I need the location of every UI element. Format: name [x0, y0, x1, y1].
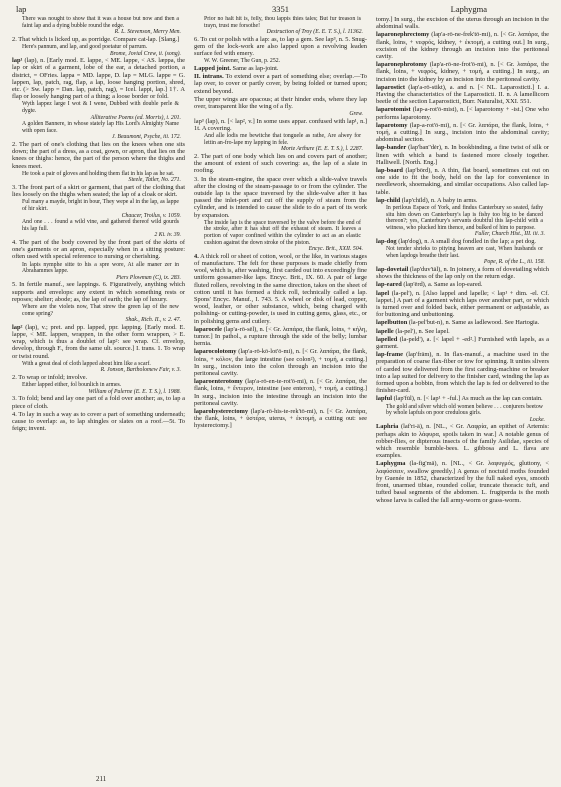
column-middle: [194, 16, 367, 787]
headword: lapelbutton: [376, 319, 408, 327]
quotation: The inside lap is the space traversed by the valve before the end of the stroke, after it has shut off the exhaust of steam. It leaves a portion of vapor confined within the cylinder to act as an elastic cushion against the down stroke of the piston.: [204, 219, 361, 246]
column-right: [376, 16, 549, 787]
headword: laparocele: [194, 325, 222, 333]
entry-laparoelytrotomy: [194, 378, 367, 407]
entry-lap-frame: [376, 351, 549, 394]
quotation: He took a pair of gloves and holding them flat in his lap as he sat.: [22, 170, 175, 177]
headword: lap-dovetail: [376, 266, 409, 274]
entry-lap-child: [376, 197, 549, 204]
definition: 2. The part of one's clothing that lies on the knees when one sits down; the part of a dress, as a coat, gown, or apron, that lies on the knees or thighs: hence, the part of the person where the thighs and knees meet.: [12, 140, 185, 170]
entry-laphria: [376, 423, 549, 459]
entry-lap2: [12, 324, 185, 360]
entry-text: A thick roll or sheet of cotton, wool, or the like, in various stages of manufacture. The felt for these purposes is made chiefly from wool, which is, after washing, first carded out into exceedingly fine uniform gossamer-like laps. Encyc. Brit., IX. 60. A pair of large fluted rollers, revolving in the same direction, takes on the sheet of cotton until it has formed a thick roll, technically called a lap. Spons' Encyc. Manuf., I. 743. 5. A wheel or disk of lead, copper, wood, leather, or other substance, which, being charged with polishing- or cutting-powder, is used in cutting gems, glass, etc., or in polishing gems and cutlery.: [194, 252, 367, 325]
entry-lap-eared: [376, 281, 549, 288]
quotation: And one . . . found a wild vine, and gathered thereof wild gourds his lap full.: [22, 219, 179, 232]
entry-text: (lap), v.; pret. and pp. lapped, ppr. lapping. [Early mod. E. lappe, < ME. lappen, wrappen, in the other form wrappen, > E. wrap, which is thus a doublet of lap²: see wrap. Cf. envelop, develop, through F., from the same ult. source.] I. trans. 1. To wrap or twist round.: [12, 323, 185, 360]
citation: R. L. Stevenson, Merry Men.: [114, 29, 181, 36]
entry-laphygma: [376, 460, 549, 503]
entry-laparonephrectomy: [376, 31, 549, 60]
entry-lapcock: [194, 253, 367, 325]
definition: 2. The part of one body which lies on and covers part of another; the amount of extent of such covering: as, the lap of a slate in roofing.: [194, 152, 367, 175]
quotation: In lapis nymphe sitte to his a spre wore, At alle maner zer in Abrahammes lappe.: [22, 261, 179, 275]
entry-lap-board: [376, 167, 549, 196]
headword: 4.: [194, 252, 199, 260]
headword: laparohysterectomy: [194, 408, 249, 416]
headword: Laphygma: [376, 460, 406, 468]
quotation: And alle lodis me bewitche that tonguele as rathe, Are alwey for lettin an-fro-lape my lapping in fele.: [204, 133, 361, 146]
citation: Grew.: [349, 111, 363, 118]
headword: lapel: [376, 289, 390, 297]
definition: 6. To cut or polish with a lap: as, to lap a gem. See lap³, n. 5. Snug-gem of the lock-work are also lapped upon a revolving leaden surface fed with emery.: [194, 35, 367, 58]
entry-text: (lap'frām), n. In flax-manuf., a machine used in the preparation of coarse flax-fiber or tow for spinning. It unites slivers of carded tow delivered from the first carding-machine or breaker into a lap suited for delivery to the finisher card, winding the lap as formed upon a bobbin, from which the lap is fed or delivered to the finisher-card.: [376, 351, 549, 395]
quotation: Either lapped either, fol bounlich in armes.: [22, 382, 122, 389]
headword: lap-dog: [376, 238, 397, 246]
entry-text: (la-fig'mä), n. [NL., < Gr. λαφυγμός, gluttony, < λαφύσσειν, swallow greedily.] A genus of noctuid moths founded by Guenée in 1852, characterized by the full naked eyes, smooth front, unarmed tibiae, rounded collar, truncate thoracic tuft, and tufted basal segments of the abdomen. L. frugiperda is the moth whose larva is called the fall army-worm or grass-worm.: [376, 460, 549, 504]
citation: Locke.: [529, 416, 545, 423]
definition: 2. That which is licked up, as porridge. Compare cat-lap. [Slang.]: [12, 35, 180, 43]
entry-text: (lap'a-rō-ne-frek'tō-mi), n. [< Gr. λαπάρα, the flank, loins, + νεφρός, kidney, + ἐκτομή, a cutting out.] In surg., excision of the kidney through an incision into the peritoneal cavity.: [376, 31, 549, 61]
citation: Pope, R. of the L., iii. 158.: [483, 259, 545, 266]
citation: Shak., Rich. II., v. 2. 47.: [125, 317, 181, 324]
citation: Fuller, Church Hist., III. iii. 3.: [474, 231, 545, 238]
citation: Encyc. Brit., XXII. 504.: [308, 246, 363, 253]
definition: 5. In fertile manuf., see lappings. 6. Figuratively, anything which supports and envelops: any extent in which something rests or reposes; shelter; abode; as, the lap of earth; the lap of luxury.: [12, 281, 185, 303]
headword: laparonephrectomy: [376, 31, 430, 39]
quotation: Wyth lappez large I wot & I wene, Dubbed with double perle & dygte.: [22, 101, 179, 114]
entry-text: (la-peld'), a. [< lapel + -ed².] Furnished with lapels, as a garment.: [376, 335, 549, 351]
citation: William of Palerne (E. E. T. S.), l. 1988.: [88, 388, 181, 395]
headword: lap-child: [376, 196, 401, 204]
entry-laparotomize: [376, 144, 549, 166]
headword: lap¹: [12, 57, 23, 65]
entry-text: (lap'a-rō-en-te-rot'ō-mi), n. [< Gr. λαπάρα, the flank, loins, + ἔντερον, intestine (see enteron), + τομή, a cutting.] In surg., incision into the intestine through an incision into the peritoneal cavity.: [194, 378, 367, 407]
headword: laparostict: [376, 83, 405, 91]
entry-laparocystotomy: [194, 348, 367, 377]
headword: II. intrans.: [194, 73, 224, 81]
citation: Alliterative Poems (ed. Morris), i. 201.: [90, 114, 181, 121]
entry-laparotomist: [376, 106, 549, 120]
citation: 2 Ki. iv. 39.: [154, 232, 181, 239]
citation: Piers Plowman (C), ix. 283.: [116, 274, 181, 281]
headword: lap-bander: [376, 144, 407, 152]
headword: laparotomist: [376, 106, 411, 114]
entry-lapel: [376, 290, 549, 319]
quotation: Not tender shrieks to pitying heaven are cast, When husbands or when lapdogs breathe their last.: [386, 246, 543, 259]
quotation: Here's pannum, and lap, and good poetatur of parrum.: [22, 43, 148, 50]
entry-laparotomy: [376, 122, 549, 144]
citation: Steele, Tatler, No. 271.: [128, 177, 181, 184]
entry-text: (lap'a-rō-stikt), a. and n. [< NL. Laparosticti.] I. a. Having the characteristics of the Laparosticti. II. n. A lamellicorn beetle of the section Laparosticti, Burr. Naturalist, XXI. 551.: [376, 83, 549, 106]
entry-text: (lap'bōrd), n. A thin, flat board, sometimes cut out on one side to fit the body, held on the lap for convenience in needlework, shoemaking, and similar occupations. Also called lap-table.: [376, 167, 549, 196]
entry-text: (lap'chīld), n. A baby in arms.: [401, 196, 478, 204]
definition: The upper wings are opacous; at their hinder ends, where they lap over, transparent like the wing of a fly.: [194, 95, 367, 110]
quotation: There was nought to show that it was a house but now and then a faint lap and a dying bubble round the edge.: [22, 16, 179, 29]
entry-lapful: [376, 395, 549, 402]
entry-lapped: [194, 65, 367, 72]
headword: lapful: [376, 395, 392, 403]
entry-lapelled: [376, 336, 549, 350]
entry-text: (laf'ri-ä), n. [NL., < Gr. Λαφρία, an epithet of Artemis: perhaps akin to λάφυρα, spoils taken in war.] A notable genus of robber-flies, or dipterous insects of the family Asilidae, species of which resemble bumble-bees. L. gibbosa and L. flava are examples.: [376, 423, 549, 460]
running-head-right: Laphygma: [450, 4, 487, 14]
headword: lap-board: [376, 167, 403, 175]
citation: Brome, Jovial Crew, ii. (song).: [110, 50, 181, 57]
headword: lapelled: [376, 335, 398, 343]
entry-text: To extend over a part of something else; overlap.—To lap over, to cover or partly cover, by being folded or turned upon; extend beyond.: [194, 73, 367, 95]
entry-text: (lap'duv'tāl), n. In joinery, a form of dovetailing which shows the thickness of the lap only on the return edge.: [376, 266, 549, 281]
entry-text: (lap-a-rot'ō-mi), n. [< Gr. λαπάρα, the flank, loins, + τομή, a cutting.] In surg., incision into the abdominal cavity; abdominal section.: [376, 121, 549, 144]
headword: lap²: [12, 323, 23, 331]
definition: 3. To fold; bend and lay one part of a fold over another; as, to lap a piece of cloth.: [12, 395, 185, 410]
quotation: Ful many a mayde, bright in bour, They wepe al in the lap, as lappe of hir skirt.: [22, 199, 179, 212]
headword: lap-frame: [376, 351, 403, 359]
entry-text: (lap), n. [Early mod. E. lappe, < ME. lappe, < AS. læppa, the lap or skirt of a garment, lobe of the ear, a detached portion, a district, = OFries. lappa = MD. lappe, D. lap = MLG. lappe = G. lappen, lap, patch, rag, flap, a lap, loose hanging portion, shred, etc. (> Sw. lapp = Dan. lap, patch, rag), = Icel. lappi, lap.] 1†. A flap or loosely hanging part of a thing; a loose border or fold.: [12, 57, 185, 101]
headword: laparonephrotomy: [376, 61, 427, 69]
quotation: A golden Bannere, in whose stately lap His Lord's Almighty Name with open face.: [22, 121, 179, 134]
definition: 3. In the steam-engine, the space over which a slide-valve travels after the closing of the steam-passage to or from the cylinder. The outside lap is the space traversed by the slide-valve after it has passed the inlet-port and cut off the supply of steam from the cylinder, and is intended to cause the slide to do a part of its work by expansion.: [194, 175, 367, 219]
quotation: Where are the violets now, That strew the green lap of the new come spring?: [22, 303, 179, 317]
headword: Laphria: [376, 423, 399, 431]
entry-text: (lap'fūl), n. [< lap¹ + -ful.] As much as the lap can contain.: [393, 395, 543, 403]
citation: J. Beaumont, Psyche, iii. 172.: [111, 134, 181, 141]
entry-text: (lap-a-rot'ō-mist), n. [< laparotomy + -ist.] One who performs laparotomy.: [376, 106, 549, 121]
definition: lap³ (lap), n. [< lap², v.] In some uses appar. confused with lap¹, n.] 1t. A covering.: [194, 117, 367, 132]
quotation: In perilous Espace of York, and findus Canterbury so seated, fathy situ him down on Canterbury's lap is fishy too big to be danced thereon?; yes, Canterbury's servants doubtful this lap-child with a witness, who plucked him thence, and bulked of him to purpose.: [386, 205, 543, 231]
definition: tomy.] In surg., the excision of the uterus through an incision in the abdominal walls.: [376, 16, 549, 31]
column-left: [12, 16, 185, 787]
entry-text: (la-pel'), n. See lapel.: [395, 327, 450, 335]
page-header: [12, 4, 549, 16]
citation: Destruction of Troy (E. E. T. S.), l. 11362.: [266, 29, 363, 36]
entry-lap-dog: [376, 238, 549, 245]
entry-lap: [12, 57, 185, 100]
definition: 3. The front part of a skirt or garment, that part of the clothing that lies loosely on the thighs when seated; the lap of a cloak or skirt.: [12, 183, 185, 199]
entry-laparoenterotomy: [194, 408, 367, 430]
quotation: Prior no halt hit is, felly, thou lappis thies tales; But fur treason is trayn, trust me forsothe!: [204, 16, 361, 29]
entry-text: Same as lap-joint.: [232, 64, 279, 72]
entry-lap-dovetail: [376, 266, 549, 280]
citation: R. Jonson, Bartholomew Fair, v. 3.: [100, 367, 181, 374]
entry-laparonephrotomy: [376, 61, 549, 83]
quotation: The gold and silver which old women believe . . . conjurers beetow by whole lapfuls on poor credulous girls.: [386, 403, 543, 417]
headword: laparotomy: [376, 121, 408, 129]
headword: laparoenterotomy: [194, 378, 243, 386]
entry-text: (lap'dog), n. A small dog fondled in the lap; a pet dog.: [398, 238, 537, 246]
entry-text: (lap'ban''dėr), n. In bookbinding, a fine twist of silk or linen with which a band is fastened more closely together. Halliwell. [North. Eng.]: [376, 144, 549, 166]
entry-text: (lap'a-rō-his-te-rek'tō-mi), n. [< Gr. λαπάρα, the flank, loins, + ὑστέρα, uterus, + ἐκτομή, a cutting out: see hysterectomy.]: [194, 408, 367, 430]
definition: 4. To lay in such a way as to cover a part of something underneath; cause to overlap: as, to lap shingles or slates on a roof.—5t. To feign; invent.: [12, 410, 185, 433]
entry-text: (lap'a-rō-kō-lot'ō-mi), n. [< Gr. λαπάρα, the flank, loins, + κόλον, the large intestine (see colon²), + τομή, a cutting.] In surg., incision into the colon through an incision into the peritoneal cavity.: [194, 348, 367, 378]
definition: 2. To wrap or infold; involve.: [12, 373, 88, 381]
signature-number: 211: [96, 775, 107, 783]
page-number: 3351: [272, 4, 289, 14]
quotation: With a great deal of cloth lapped about him like a scarf.: [22, 360, 151, 367]
headword: Lapped joint.: [194, 64, 231, 72]
entry-laparostict: [376, 84, 549, 106]
entry-text: (la-pel'but-n), n. Same as ladlewood. See Hartogia.: [408, 319, 540, 327]
entry-text: (lap'a-rō-ne-frot'ō-mi), n. [< Gr. λαπάρα, the flank, loins, + νεφρός, kidney, + τομή, a cutting.] In surg., an incision into the kidney by an incision into the peritoneal cavity.: [376, 61, 549, 83]
citation: Chaucer, Troilus, v. 1059.: [121, 212, 181, 219]
running-head-left: lap: [16, 4, 27, 14]
entry-lapel-button: [376, 319, 549, 326]
entry-lapelle: [376, 328, 549, 335]
headword: lap-eared: [376, 281, 402, 289]
entry-laparocolotomy: [194, 326, 367, 348]
entry-text: (la-pel'), n. [Also lappel and lapelle; < lap¹ + dim. -el. Cf. lappet.] A part of a garment which laps over another part, or which is turned over and folded back, either permanent or adjustable, as for buttoning and unbuttoning.: [376, 289, 549, 319]
definition: 4. The part of the body covered by the front part of the skirts of one's garments or an apron, especially when in a sitting posture: often used with special reference to nursing or cherishing.: [12, 238, 185, 261]
headword: laparocolotomy: [194, 348, 237, 356]
entry-lap3: [194, 73, 367, 95]
citation: Morte Arthure (E. E. T. S.), l. 2287.: [280, 146, 363, 153]
entry-text: (lap'ērd), a. Same as lop-eared.: [403, 281, 483, 289]
headword: lapelle: [376, 327, 394, 335]
entry-text: (lap'a-rō-sēl), n. [< Gr. λαπάρα, the flank, loins, + κήλη, tumor.] In pathol., a rupture through the side of the belly; lumbar hernia.: [194, 325, 367, 348]
quotation: W. W. Greener, The Gun, p. 252.: [204, 58, 281, 65]
